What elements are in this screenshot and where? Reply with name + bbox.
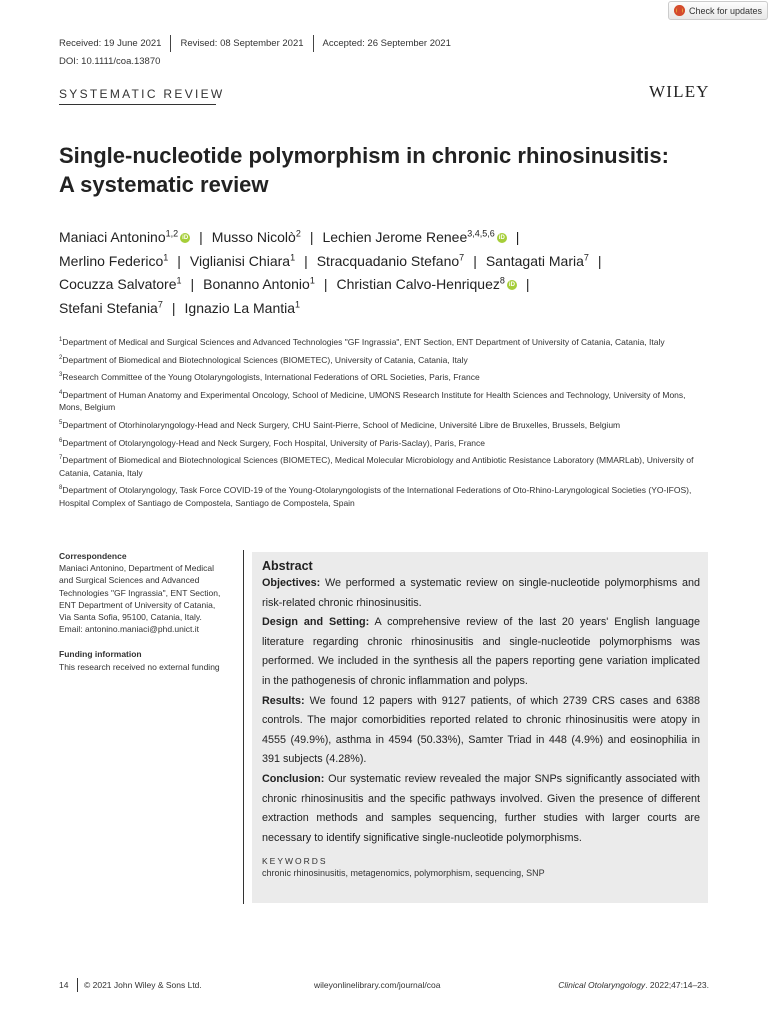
abstract-section-text: We performed a systematic review on single-nucleotide polymorphisms and risk-related chronic rhinosinusitis. [262,577,700,609]
section-label: SYSTEMATIC REVIEW [59,87,225,101]
affiliation-number: 5 [59,420,63,426]
affiliation-text: Department of Human Anatomy and Experimental Oncology, School of Medicine, UMONS Research Institute for Health Sciences and Technology, University of Mons, Mons, Belgium [59,389,686,413]
keywords: chronic rhinosinusitis, metagenomics, polymorphism, sequencing, SNP [262,868,545,879]
author-separator: | [473,252,477,269]
affiliation [59,482,709,509]
date-divider [170,35,171,52]
author[interactable] [317,253,464,269]
correspondence-line: and Surgical Sciences and Advanced [59,575,200,586]
affiliation-text: Department of Otorhinolaryngology-Head and Neck Surgery, CHU Saint-Pierre, School of Medicine, Université Libre de Bruxelles, Brussels, Belgium [62,419,621,430]
author[interactable] [336,276,516,292]
author[interactable] [59,229,190,245]
accepted-date: Accepted: 26 September 2021 [322,38,451,49]
abstract-section-label: Objectives: [262,577,321,589]
author[interactable] [322,229,506,245]
abstract-section-label: Conclusion: [262,772,325,785]
author-separator: | [171,299,176,316]
author-affiliation-number: 1 [290,251,296,262]
affiliation [59,334,709,348]
citation-volume: . 2022;47:14–23. [645,980,709,990]
author-name: Stefani Stefania [59,299,158,316]
funding-text: This research received no external funding [59,661,220,672]
abstract-section [262,770,700,848]
check-for-updates-label: Check for updates [689,5,763,16]
correspondence-text [59,562,241,635]
affiliation-number: 3 [59,372,63,379]
author-affiliation-number: 1 [295,298,301,309]
orcid-icon[interactable]: iD [498,235,505,242]
author-name: Viglianisi Chiara [189,252,291,269]
affiliation [59,387,709,414]
affiliation-text: Department of Otolaryngology-Head and Neck Surgery, Foch Hospital, University of Paris-Saclay), Paris, France [62,437,485,448]
author[interactable] [185,300,301,316]
affiliation [59,352,709,366]
author-affiliation-number: 7 [157,298,163,309]
abstract-heading: Abstract [262,559,313,573]
author-name: Ignazio La Mantia [184,299,296,316]
abstract-section [262,613,700,691]
affiliation-text: Department of Biomedical and Biotechnological Sciences (BIOMETEC), Medical Molecular Microbiology and Antibiotic Resistance Laboratory (MMARLab), University of Catania, Catania, Italy [59,455,694,478]
author[interactable] [212,229,301,245]
affiliation-number: 1 [59,337,63,343]
affiliation [59,417,709,431]
abstract-box [252,552,708,903]
abstract-section-label: Design and Setting: [262,616,370,629]
affiliation-number: 8 [59,485,63,492]
affiliation-text: Department of Biomedical and Biotechnological Sciences (BIOMETEC), University of Catania, Catania, Italy [62,354,468,365]
author-name: Maniaci Antonino [59,229,166,245]
author-name: Merlino Federico [59,252,164,269]
section-rule [59,104,216,105]
abstract-section-text: A comprehensive review of the last 20 years' English language literature regarding chronic rhinosinusitis and single-nucleotide polymorphisms was performed. We included in the synthesis all the papers reporting gene variation implicated in the pathogenesis of chronic inflammation and polyps. [262,616,700,687]
correspondence-line: Via Santa Sofia, 95100, Catania, Italy. [59,612,202,623]
abstract-section [262,574,700,613]
citation [558,980,709,990]
page-footer [59,980,709,992]
author-affiliation-number: 8 [499,275,505,286]
author-name: Lechien Jerome Renee [322,229,468,245]
correspondence-line: Email: antonino.maniaci@phd.unict.it [59,624,199,635]
title-line-2: A systematic review [59,172,269,197]
affiliation-text: Department of Otolaryngology, Task Force COVID-19 of the Young-Otolaryngologists of the International Federations of Oto-Rhino-Laryngological Societies (YO-IFOS), Hospital Complex of Santiago de Compostela, Santiago de Compostela, Spain [59,485,692,508]
footer-divider [77,978,78,992]
author[interactable] [190,253,295,269]
correspondence-line: Maniaci Antonino, Department of Medical [59,563,214,574]
affiliation [59,452,709,479]
affiliation-text: Department of Medical and Surgical Sciences and Advanced Technologies "GF Ingrassia", ENT Section, ENT Department of University of Catania, Catania, Italy [62,336,665,347]
keywords-heading: KEYWORDS [262,856,328,867]
author-affiliation-number: 1 [163,251,169,262]
title-line-1: Single-nucleotide polymorphism in chronic rhinosinusitis: [59,143,669,168]
affiliation [59,435,709,449]
author-separator: | [190,276,195,292]
abstract-section [262,692,700,770]
author-name: Stracquadanio Stefano [316,252,460,269]
publisher-logo: WILEY [649,82,710,101]
author-separator: | [323,276,328,292]
check-for-updates-button[interactable] [668,1,768,20]
author-affiliation-number: 2 [295,228,301,239]
abstract-section-text: Our systematic review revealed the major SNPs significantly associated with chronic rhinosinusitis and the specific pathways involved. Given the presence of different extraction methods and samples sequencing, further studies with larger courts are necessary to identify significative single-nucleotide polymorphisms. [262,772,700,844]
journal-name: Clinical Otolaryngology [558,980,646,990]
revised-date: Revised: 08 September 2021 [180,38,304,49]
orcid-icon[interactable]: iD [508,282,515,289]
author-separator: | [199,229,203,245]
author-name: Cocuzza Salvatore [59,276,177,292]
date-divider [313,35,314,52]
article-title [59,141,709,199]
abstract-body [262,574,700,848]
affiliation [59,369,709,383]
author-separator: | [597,252,602,269]
author-name: Santagati Maria [485,252,584,269]
author-affiliation-number: 7 [459,251,465,262]
orcid-icon[interactable]: iD [182,235,189,242]
author-separator: | [309,229,314,245]
affiliation-text: Research Committee of the Young Otolaryngologists, International Federations of ORL Societies, Paris, France [62,372,480,383]
affiliation-list [59,334,709,513]
copyright: © 2021 John Wiley & Sons Ltd. [84,980,202,990]
journal-url[interactable]: wileyonlinelibrary.com/journal/coa [314,980,441,990]
affiliation-number: 2 [59,354,63,361]
author-affiliation-number: 1 [176,275,182,286]
author[interactable] [59,276,182,292]
affiliation-number: 7 [59,455,63,462]
author-name: Christian Calvo-Henriquez [336,276,500,292]
funding-heading: Funding information [59,649,142,660]
author[interactable] [203,276,315,292]
correspondence-block [59,550,241,673]
correspondence-line: ENT Department of University of Catania, [59,599,216,610]
page-number: 14 [59,980,69,990]
author-separator: | [177,252,181,269]
author-separator: | [304,252,308,269]
abstract-section-label: Results: [262,694,305,707]
affiliation-number: 4 [59,389,63,396]
author-separator: | [525,276,530,292]
abstract-section-text: We found 12 papers with 9127 patients, of which 2739 CRS cases and 6388 controls. The major comorbidities reported related to chronic rhinosinusitis were atopy in 4555 (49.9%), asthma in 4594 (50.33%), Samter Triad in 448 (4.9%) and eosinophilia in 391 subjects (4.28%). [262,694,701,766]
author[interactable] [486,253,589,269]
author-affiliation-number: 7 [583,251,589,262]
column-divider [243,550,244,904]
correspondence-line: Technologies "GF Ingrassia", ENT Section, [59,587,221,598]
affiliation-number: 6 [59,437,63,444]
doi[interactable]: DOI: 10.1111/coa.13870 [59,56,161,67]
correspondence-heading: Correspondence [59,551,127,561]
author-affiliation-number: 1 [309,275,315,286]
author-separator: | [515,229,520,245]
received-date: Received: 19 June 2021 [59,38,162,49]
author-affiliation-number: 3,4,5,6 [467,228,495,239]
crossmark-icon [674,5,685,16]
author-name: Bonanno Antonio [203,276,310,292]
article-dates [59,35,451,52]
author[interactable] [59,253,168,269]
author-affiliation-number: 1,2 [165,228,179,239]
author-name: Musso Nicolò [211,229,296,245]
author[interactable] [59,300,163,316]
author-list [59,226,719,320]
